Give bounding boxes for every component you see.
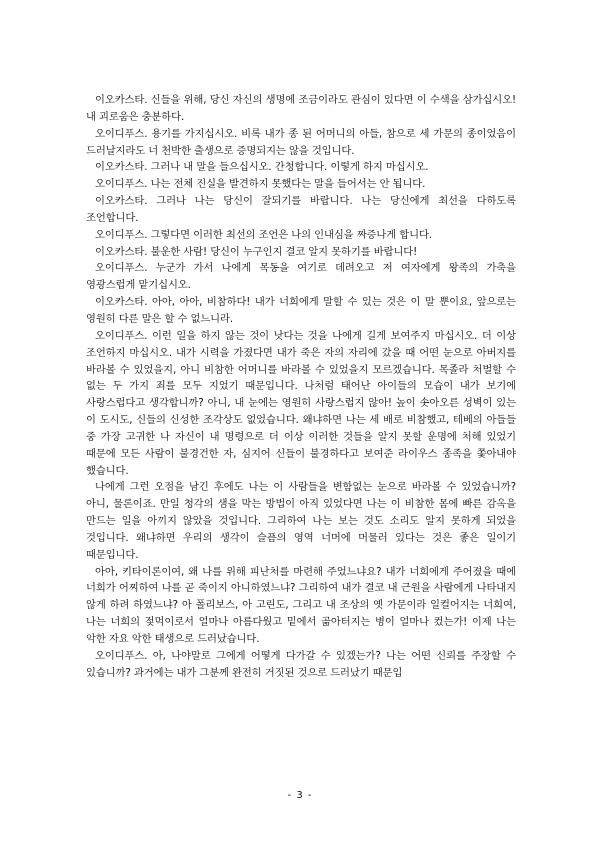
paragraph: 오이디푸스. 누군가 가서 나에게 목동을 여기로 데려오고 저 여자에게 왕족의 가축을 영광스럽게 맡기십시오. [86,262,516,292]
paragraph: 오이디푸스. 용기를 가지십시오. 비록 내가 종 된 어머니의 아들, 참으로 세 가문의 종이었음이 드러날지라도 너 천박한 출생으로 증명되지는 않을 것입니다. [86,127,516,157]
paragraph: 나에게 그런 오점을 남긴 후에도 나는 이 사람들을 변함없는 눈으로 바라볼 수 있었습니까? 아니, 물론이죠. 만일 청각의 샘을 막는 방법이 아직 있었다면 나는 이 비참한 몸에 빠른 감옥을 만드는 일을 아끼지 않았을 것입니다. 그리하여 나는 보는 것도 소리도 알지 못하게 되었을 것입니다. 왜냐하면 우리의 생각이 슬픔의 영역 너머에 머물러 있다는 것은 좋은 일이기 때문입니다. [86,481,516,561]
paragraph: 오이디푸스. 나는 전체 진실을 발견하지 못했다는 말을 들어서는 안 됩니다. [95,178,426,191]
paragraph: 이오카스타. 신들을 위해, 당신 자신의 생명에 조금이라도 관심이 있다면 이 수색을 삼가십시오! 내 괴로움은 충분하다. [86,94,516,123]
page-number: - 3 - [287,790,313,801]
paragraph: 오이디푸스. 이런 일을 하지 않는 것이 낫다는 것을 나에게 길게 보여주지 마십시오. 더 이상 조언하지 마십시오. 내가 시력을 가졌다면 내가 죽은 자의 자리에 갔을 때 어떤 눈으로 아버지를 바라볼 수 있었을지, 아니 비참한 어머니를 바라볼 수 있었을지 모르겠습니다. 목졸라 처벌할 수 없는 두 가지 죄를 모두 지었기 때문입니다. 나처럼 태어난 아이들의 모습이 내가 보기에 사랑스럽다고 생각합니까? 아니, 내 눈에는 영원히 사랑스럽지 않아! 높이 솟아오른 성벽이 있는 이 도시도, 신들의 신성한 조각상도 없었습니다. 왜냐하면 나는 세 배로 비참했고, 테베의 아들들 중 가장 고귀한 나 자신이 내 명령으로 더 이상 이러한 것들을 알지 못할 운명에 처해 있었기 때문에 모든 사람이 불경건한 자, 심지어 신들이 불경하다고 보여준 라이우스 종족을 쫓아내야 했습니다. [86,329,516,477]
paragraph: 오이디푸스. 아, 나야말로 그에게 어떻게 다가갈 수 있겠는가? 나는 어떤 신뢰를 주장할 수 있습니까? 과거에는 내가 그분께 완전히 거짓된 것으로 드러났기 때문입 [86,649,516,679]
paragraph: 이오카스타. 그러나 내 말을 들으십시오. 간청합니다. 이렇게 하지 마십시오. [95,161,429,174]
paragraph: 이오카스타. 아아, 아아, 비참하다! 내가 너희에게 말할 수 있는 것은 이 말 뿐이요, 앞으로는 영원히 다른 말은 할 수 없느니라. [86,296,516,325]
document-body [86,92,516,682]
paragraph: 오이디푸스. 그렇다면 이러한 최선의 조언은 나의 인내심을 짜증나게 합니다. [95,228,432,241]
paragraph: 아아, 키타이론이여, 왜 나를 위해 피난처를 마련해 주었느냐요? 내가 너희에게 주어졌을 때에 너희가 어찌하여 나를 곧 죽이지 아니하였느냐? 그리하여 내가 결코 내 근원을 사람에게 나타내지 않게 하려 하였느냐? 아 폴리보스, 아 고린도, 그리고 내 조상의 옛 가문이라 일컬어지는 너희여, 나는 너희의 젖먹이로서 얼마나 아름다웠고 밑에서 곪아터지는 병이 얼마나 컸는가! 이제 나는 악한 자요 악한 태생으로 드러났습니다. [86,565,516,645]
paragraph: 이오카스타. 불운한 사람! 당신이 누구인지 결코 알지 못하기를 바랍니다! [95,245,418,258]
paragraph: 이오카스타. 그러나 나는 당신이 잘되기를 바랍니다. 나는 당신에게 최선을 다하도록 조언합니다. [86,195,516,224]
